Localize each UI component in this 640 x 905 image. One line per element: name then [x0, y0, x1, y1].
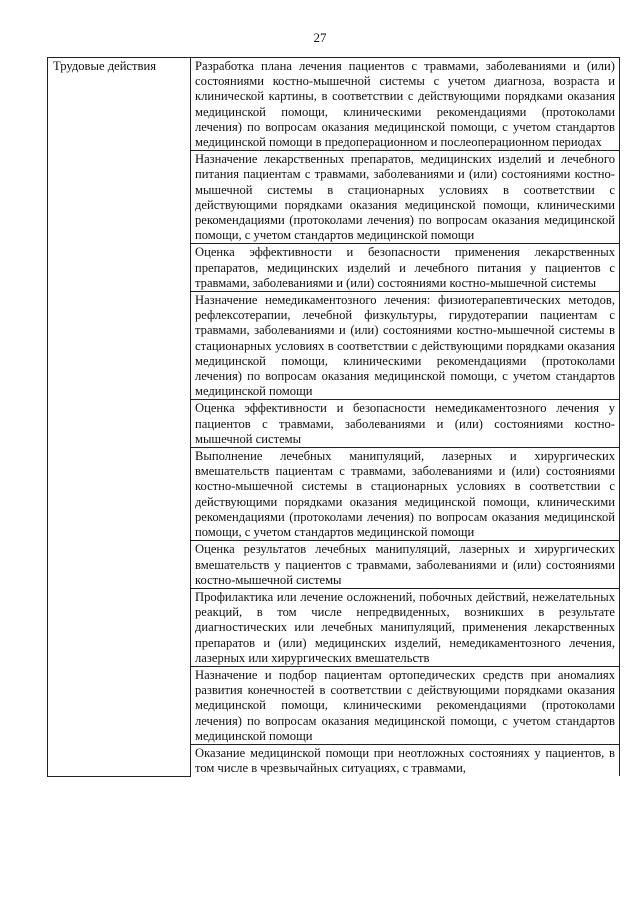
section-label: Трудовые действия	[53, 59, 157, 73]
table-cell	[191, 58, 620, 151]
table-cell	[191, 588, 620, 666]
table-row	[48, 58, 620, 151]
labor-actions-table	[47, 57, 620, 777]
duty-text: Оценка эффективности и безопасности немедикаментозного лечения у пациентов с травмами, заболеваниями и (или) состояниями костно-мышечной системы	[195, 401, 615, 446]
table-cell	[191, 400, 620, 448]
duty-text: Оказание медицинской помощи при неотложных состояниях у пациентов, в том числе в чрезвычайных ситуациях, с травмами,	[195, 745, 615, 776]
duty-text: Оценка результатов лечебных манипуляций, лазерных и хирургических вмешательств у пациентов с травмами, заболеваниями и (или) состояниями костно-мышечной системы	[195, 542, 615, 587]
duty-text: Профилактика или лечение осложнений, побочных действий, нежелательных реакций, в том числе непредвиденных, возникших в результате диагностических или лечебных манипуляций, применения лекарственных препаратов и (или) медицинских изделий, немедикаментозного лечения, лазерных или хирургических вмешательств	[195, 589, 615, 665]
table-cell	[191, 151, 620, 244]
table-cell	[191, 448, 620, 541]
table-cell	[191, 541, 620, 589]
table-cell	[191, 744, 620, 776]
page-number: 27	[313, 30, 327, 45]
duty-text: Разработка плана лечения пациентов с травмами, заболеваниями и (или) состояниями костно-мышечной системы с учетом диагноза, возраста и клинической картины, в соответствии с действующими порядками оказания медицинской помощи, клиническими рекомендациями (протоколами лечения) по вопросам оказания медицинской помощи, с учетом стандартов медицинской помощи в предоперационном и послеоперационном периодах	[195, 59, 615, 150]
table-cell	[191, 292, 620, 400]
table-cell	[191, 666, 620, 744]
duty-text: Назначение лекарственных препаратов, медицинских изделий и лечебного питания пациентам с травмами, заболеваниями и (или) состояниями костно-мышечной системы в стационарных условиях в соответствии с действующими порядками оказания медицинской помощи, клиническими рекомендациями (протоколами лечения) по вопросам оказания медицинской помощи, с учетом стандартов медицинской помощи	[195, 152, 615, 243]
duty-text: Назначение и подбор пациентам ортопедических средств при аномалиях развития конечностей в соответствии с действующими порядками оказания медицинской помощи, клиническими рекомендациями (протоколами лечения) по вопросам оказания медицинской помощи, с учетом стандартов медицинской помощи	[195, 667, 615, 743]
section-label-cell	[48, 58, 191, 777]
duty-text: Оценка эффективности и безопасности применения лекарственных препаратов, медицинских изделий и лечебного питания у пациентов с травмами, заболеваниями и (или) состояниями костно-мышечной системы	[195, 245, 615, 290]
table-cell	[191, 244, 620, 292]
duty-text: Выполнение лечебных манипуляций, лазерных и хирургических вмешательств пациентам с травмами, заболеваниями и (или) состояниями костно-мышечной системы в стационарных условиях в соответствии с действующими порядками оказания медицинской помощи, клиническими рекомендациями (протоколами лечения) по вопросам оказания медицинской помощи, с учетом стандартов медицинской помощи	[195, 449, 615, 540]
duty-text: Назначение немедикаментозного лечения: физиотерапевтических методов, рефлексотерапии, лечебной физкультуры, гирудотерапии пациентам с травмами, заболеваниями и (или) состояниями костно-мышечной системы в стационарных условиях в соответствии с действующими порядками оказания медицинской помощи, клиническими рекомендациями (протоколами лечения) по вопросам оказания медицинской помощи, с учетом стандартов медицинской помощи	[195, 293, 615, 399]
